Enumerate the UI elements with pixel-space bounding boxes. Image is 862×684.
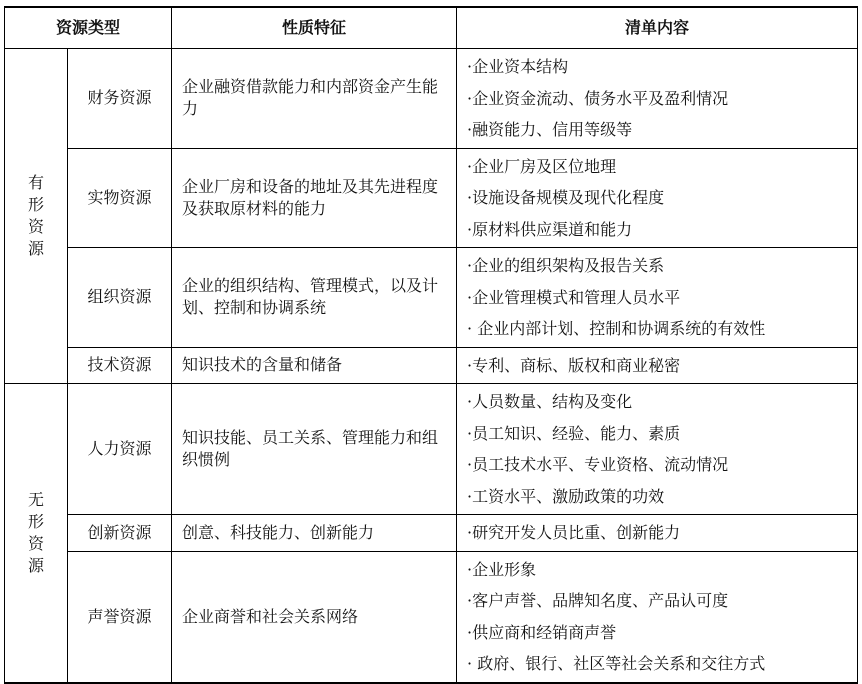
feature-cell: 知识技能、员工关系、管理能力和组织惯例	[172, 384, 457, 515]
list-item: ·供应商和经销商声誉	[467, 622, 617, 642]
table-row	[5, 384, 858, 515]
resource-type-cell: 声誉资源	[68, 551, 172, 683]
table-row	[5, 49, 858, 149]
list-cell	[457, 515, 858, 552]
table-row	[5, 515, 858, 552]
list-item: ·客户声誉、品牌知名度、产品认可度	[467, 591, 729, 610]
resource-table	[4, 6, 858, 684]
header-list: 清单内容	[457, 7, 858, 49]
list-item: ·人员数量、结构及变化	[467, 392, 633, 411]
resource-type-cell: 组织资源	[68, 248, 172, 348]
feature-cell: 企业融资借款能力和内部资金产生能力	[172, 49, 457, 149]
list-item: ·企业形象	[467, 559, 537, 579]
list-item: ·研究开发人员比重、创新能力	[467, 523, 681, 542]
list-item: ·企业管理模式和管理人员水平	[467, 287, 681, 307]
resource-type-cell: 财务资源	[68, 49, 172, 149]
list-item: ·企业厂房及区位地理	[467, 156, 617, 176]
list-item: · 政府、银行、社区等社会关系和交往方式	[467, 654, 766, 673]
feature-cell: 企业厂房和设备的地址及其先进程度及获取原材料的能力	[172, 148, 457, 248]
list-item: ·企业资本结构	[467, 57, 569, 76]
list-item: ·专利、商标、版权和商业秘密	[467, 355, 681, 375]
feature-cell: 知识技术的含量和储备	[172, 347, 457, 384]
feature-cell: 企业商誉和社会关系网络	[172, 551, 457, 683]
header-feature: 性质特征	[172, 7, 457, 49]
list-cell	[457, 551, 858, 683]
list-item: ·企业资金流动、债务水平及盈利情况	[467, 88, 729, 108]
resource-type-cell: 创新资源	[68, 515, 172, 552]
list-cell	[457, 148, 858, 248]
table-row	[5, 551, 858, 683]
category-label: 无形资源	[27, 489, 44, 575]
list-item: ·原材料供应渠道和能力	[467, 219, 633, 239]
list-cell	[457, 49, 858, 149]
table-row	[5, 148, 858, 248]
resource-type-cell: 人力资源	[68, 384, 172, 515]
table-row	[5, 248, 858, 348]
list-item: ·企业的组织架构及报告关系	[467, 256, 665, 275]
list-item: ·融资能力、信用等级等	[467, 120, 633, 139]
feature-cell: 创意、科技能力、创新能力	[172, 515, 457, 552]
list-item: ·工资水平、激励政策的功效	[467, 486, 665, 506]
resource-type-cell: 技术资源	[68, 347, 172, 384]
list-item: · 企业内部计划、控制和协调系统的有效性	[467, 319, 766, 338]
list-cell	[457, 248, 858, 348]
list-item: ·员工技术水平、专业资格、流动情况	[467, 455, 729, 474]
category-label: 有形资源	[27, 173, 44, 258]
list-item: ·设施设备规模及现代化程度	[467, 188, 665, 207]
feature-cell: 企业的组织结构、管理模式，以及计划、控制和协调系统	[172, 248, 457, 348]
table-row	[5, 347, 858, 384]
list-item: ·员工知识、经验、能力、素质	[467, 423, 681, 443]
resource-type-cell: 实物资源	[68, 148, 172, 248]
table-header-row	[5, 7, 858, 49]
list-cell	[457, 347, 858, 384]
category-intangible	[5, 384, 68, 683]
header-resource-type: 资源类型	[5, 7, 172, 49]
category-tangible	[5, 49, 68, 384]
list-cell	[457, 384, 858, 515]
